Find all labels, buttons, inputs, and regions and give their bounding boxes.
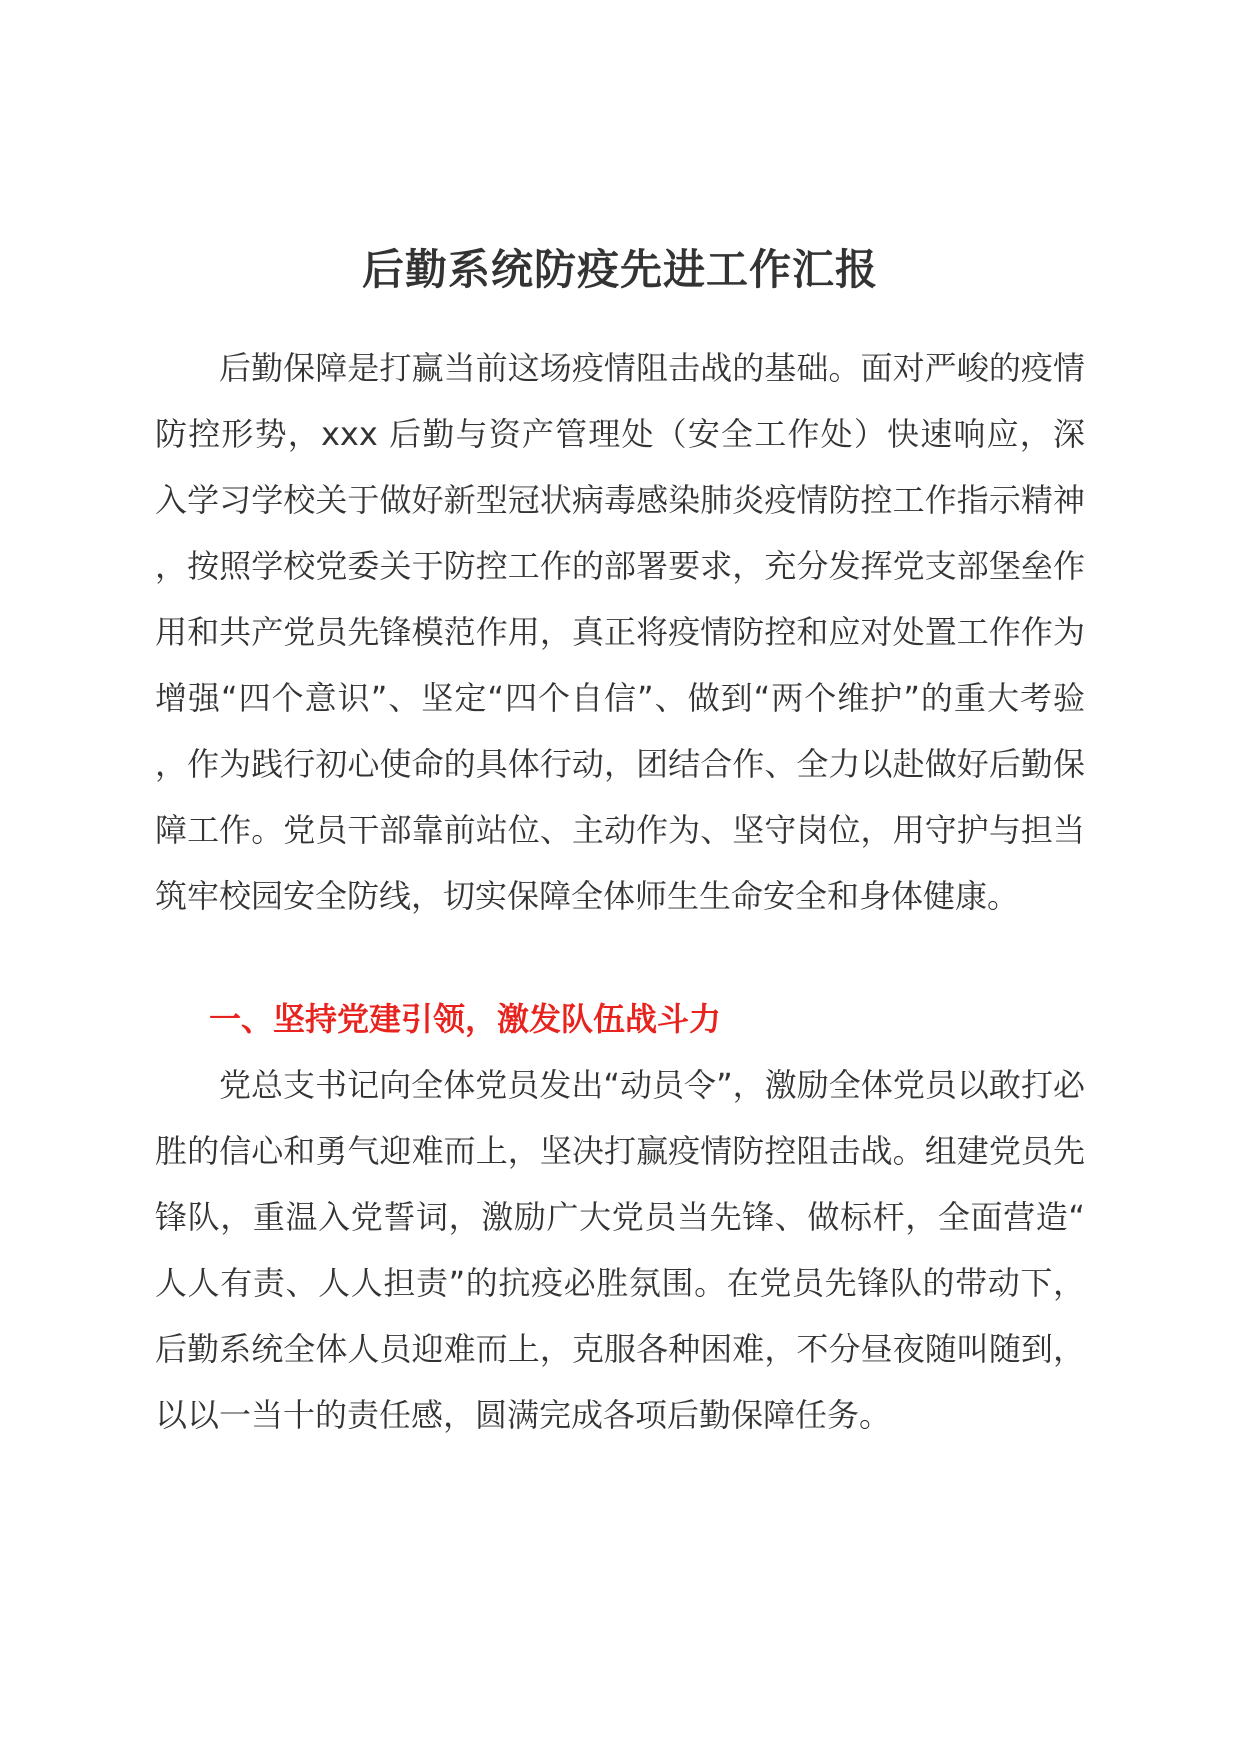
document-title: 后勤系统防疫先进工作汇报 [361, 245, 878, 294]
paragraph-intro: 后勤保障是打赢当前这场疫情阻击战的基础。面对严峻的疫情防控形势，xxx 后勤与资产管理处（安全工作处）快速响应，深入学习学校关于做好新型冠状病毒感染肺炎疫情防控工作指示精神，按照学校党委关于防控工作的部署要求，充分发挥党支部堡垒作用和共产党员先锋模范作用，真正将疫情防控和应对处置工作作为增强“四个意识”、坚定“四个自信”、做到“两个维护”的重大考验，作为践行初心使命的具体行动，团结合作、全力以赴做好后勤保障工作。党员干部靠前站位、主动作为、坚守岗位，用守护与担当筑牢校园安全防线，切实保障全体师生生命安全和身体健康。 [155, 349, 1085, 915]
section-heading-1: 一、坚持党建引领，激发队伍战斗力 [209, 1000, 722, 1038]
paragraph-section-1: 党总支书记向全体党员发出“动员令”，激励全体党员以敢打必胜的信心和勇气迎难而上，坚决打赢疫情防控阻击战。组建党员先锋队，重温入党誓词，激励广大党员当先锋、做标杆，全面营造“人人有责、人人担责”的抗疫必胜氛围。在党员先锋队的带动下，后勤系统全体人员迎难而上，克服各种困难，不分昼夜随叫随到，以以一当十的责任感，圆满完成各项后勤保障任务。 [155, 1066, 1085, 1434]
